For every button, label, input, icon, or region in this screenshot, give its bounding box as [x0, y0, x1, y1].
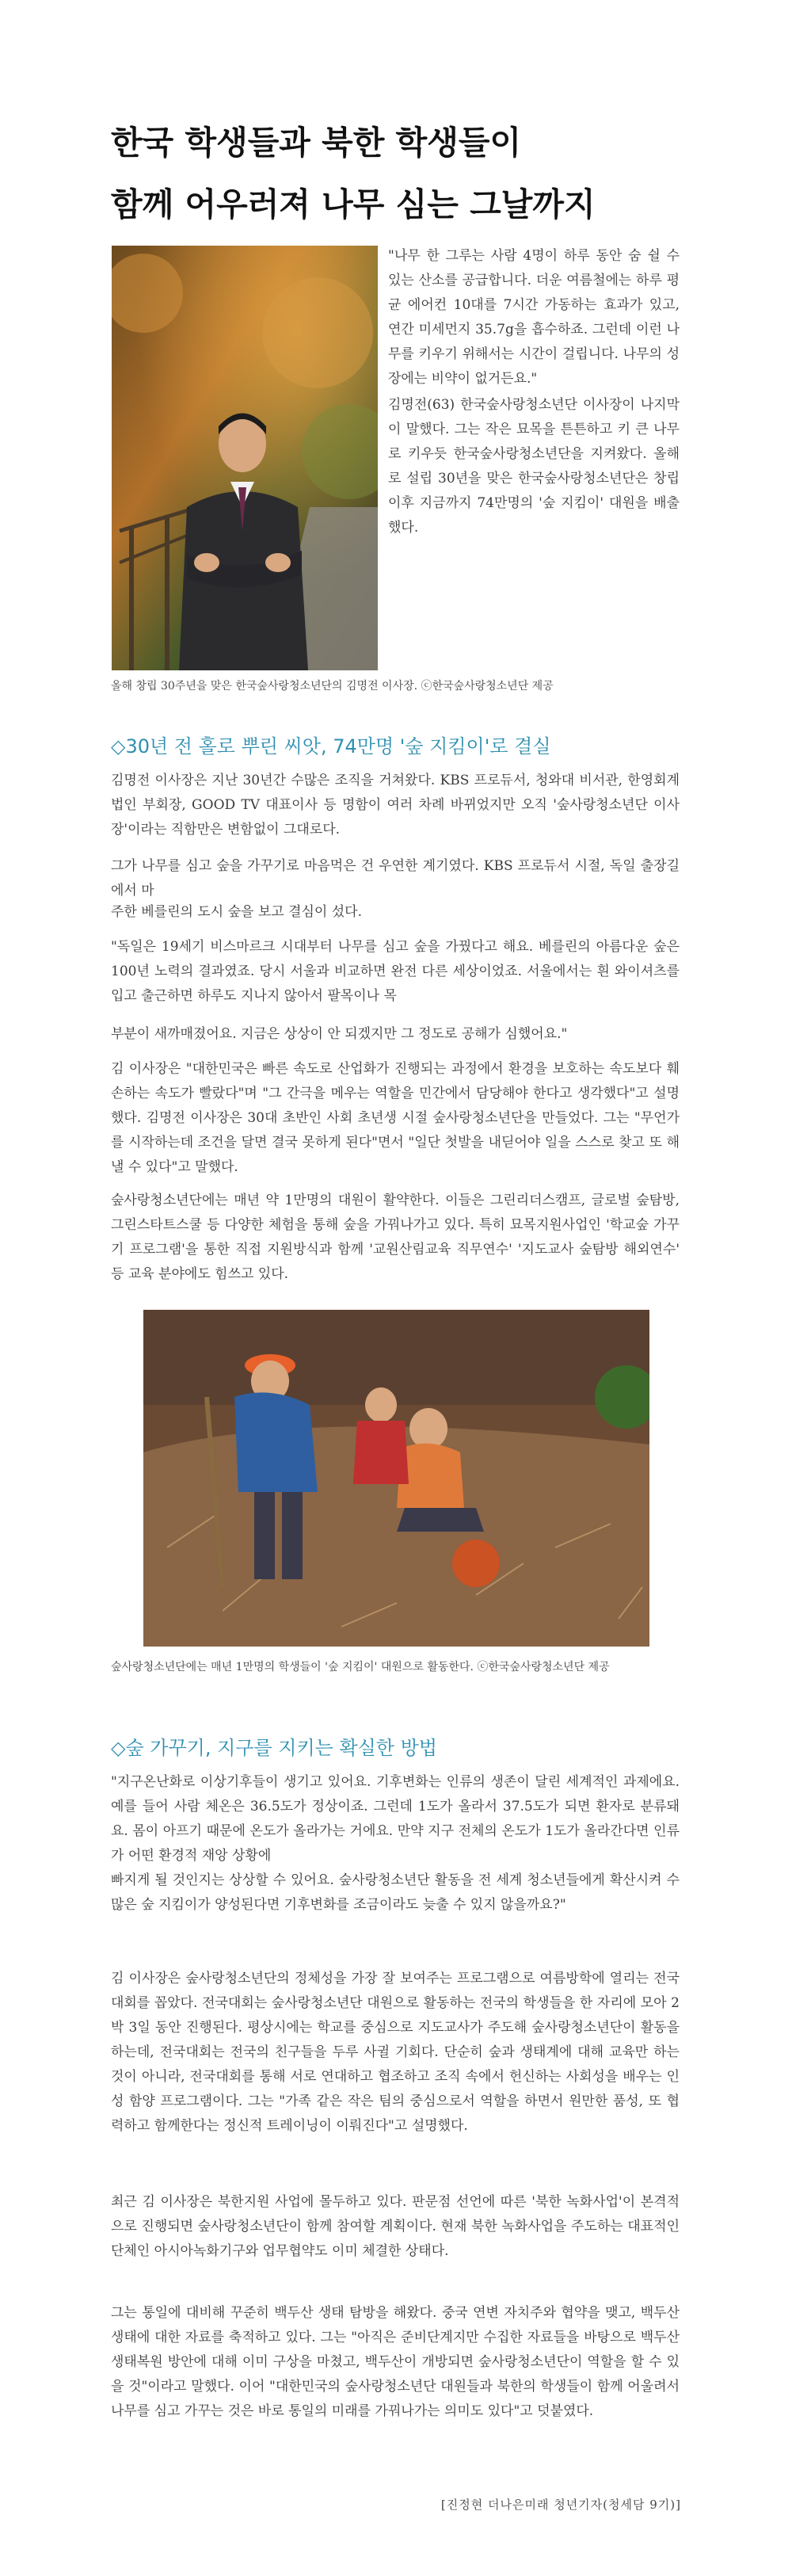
section2-paragraph: 김 이사장은 숲사랑청소년단의 정체성을 가장 잘 보여주는 프로그램으로 여름방학에 열리는 전국대회를 꼽았다. 전국대회는 숲사랑청소년단 대원으로 활동하는 전국의 학생들을 한 자리에 모아 2박 3일 동안 진행된다. 평상시에는 학교를 중심으로 지도교사가 주도해 숲사랑청소년단이 활동을 하는데, 전국대회는 전국의 친구들을 두루 사귈 기회다. 단순히 숲과 생태계에 대해 교육만 하는 것이 아니라, 전국대회를 통해 서로 연대하고 협조하고 조직 속에서 헌신하는 사회성을 배우는 인성 함양 프로그램이다. 그는 "가족 같은 작은 팀의 중심으로서 역할을 하면서 원만한 품성, 또 협력하고 함께한다는 정신적 트레이닝이 이뤄진다"고 설명했다. — [111, 1971, 680, 2134]
intro-quote: "나무 한 그루는 사람 4명이 하루 동안 숨 쉴 수 있는 산소를 공급합니다. 더운 여름철에는 하루 평균 에어컨 10대를 7시간 가동하는 효과가 있고, 연간 미세먼지 35.7g을 흡수하죠. 그런데 이런 나무를 키우기 위해서는 시간이 걸립니다. 나무의 성장에는 비약이 없거든요." — [388, 248, 680, 387]
section2-paragraph: 그는 통일에 대비해 꾸준히 백두산 생태 탐방을 해왔다. 중국 연변 자치주와 협약을 맺고, 백두산 생태에 대한 자료를 축적하고 있다. 그는 "아직은 준비단계지만 수집한 자료들을 바탕으로 백두산 생태복원 방안에 대해 이미 구상을 마쳤고, 백두산이 개방되면 숲사랑청소년단이 역할을 할 수 있을 것"이라고 말했다. 이어 "대한민국의 숲사랑청소년단 대원들과 북한의 학생들이 함께 어울려서 나무를 심고 가꾸는 것은 바로 통일의 미래를 가꿔나가는 의미도 있다"고 덧붙였다. — [111, 2305, 680, 2419]
section1-heading: ◇30년 전 홀로 뿌린 씨앗, 74만명 '숲 지킴이'로 결실 — [111, 735, 551, 758]
intro-paragraph: 김명전(63) 한국숲사랑청소년단 이사장이 나지막이 말했다. 그는 작은 묘목을 튼튼하고 키 큰 나무로 키우듯 한국숲사랑청소년단을 지켜왔다. 올해로 설립 30년을 맞은 한국숲사랑청소년단은 창립 이후 지금까지 74만명의 '숲 지킴이' 대원을 배출했다. — [388, 397, 680, 536]
section1-paragraph: 그가 나무를 심고 숲을 가꾸기로 마음먹은 건 우연한 계기였다. KBS 프로듀서 시절, 독일 출장길에서 마 — [111, 858, 680, 899]
photo1-caption: 올해 창립 30주년을 맞은 한국숲사랑청소년단의 김명전 이사장. ⓒ한국숲사랑청소년단 제공 — [111, 680, 554, 693]
section1-paragraph: 주한 베를린의 도시 숲을 보고 결심이 섰다. — [111, 904, 363, 920]
section1-paragraph: 부분이 새까매졌어요. 지금은 상상이 안 되겠지만 그 정도로 공해가 심했어요." — [111, 1026, 568, 1042]
section1-paragraph: 숲사랑청소년단에는 매년 약 1만명의 대원이 활약한다. 이들은 그린리더스캠프, 글로벌 숲탐방, 그린스타트스쿨 등 다양한 체험을 통해 숲을 가꿔나가고 있다. 특히 묘목지원사업인 '학교숲 가꾸기 프로그램'을 통한 직접 지원방식과 함께 '교원산림교육 직무연수' '지도교사 숲탐방 해외연수' 등 교육 분야에도 힘쓰고 있다. — [111, 1193, 680, 1282]
author-credit: [진정현 더나은미래 청년기자(청세담 9기)] — [440, 2498, 681, 2512]
section2-paragraph: 최근 김 이사장은 북한지원 사업에 몰두하고 있다. 판문점 선언에 따른 '북한 녹화사업'이 본격적으로 진행되면 숲사랑청소년단이 함께 참여할 계획이다. 현재 북한 녹화사업을 주도하는 대표적인 단체인 아시아녹화기구와 업무협약도 이미 체결한 상태다. — [111, 2194, 680, 2259]
tree-planting-photo — [143, 1310, 649, 1647]
photo2-caption: 숲사랑청소년단에는 매년 1만명의 학생들이 '숲 지킴이' 대원으로 활동한다. ⓒ한국숲사랑청소년단 제공 — [111, 1661, 610, 1673]
section2-heading: ◇숲 가꾸기, 지구를 지키는 확실한 방법 — [111, 1737, 437, 1759]
section2-paragraph: "지구온난화로 이상기후들이 생기고 있어요. 기후변화는 인류의 생존이 달린 세계적인 과제에요. 예를 들어 사람 체온은 36.5도가 정상이죠. 그런데 1도가 올라서 37.5도가 되면 환자로 분류돼요. 몸이 아프기 때문에 온도가 올라가는 거에요. 만약 지구 전체의 온도가 1도가 올라간다면 인류가 어떤 환경적 재앙 상황에 — [111, 1774, 680, 1864]
section1-paragraph: 김명전 이사장은 지난 30년간 수많은 조직을 거쳐왔다. KBS 프로듀서, 청와대 비서관, 한영회계법인 부회장, GOOD TV 대표이사 등 명함이 여러 차례 바뀌었지만 오직 '숲사랑청소년단 이사장'이라는 직함만은 변함없이 그대로다. — [111, 773, 680, 838]
section1-paragraph: 김 이사장은 "대한민국은 빠른 속도로 산업화가 진행되는 과정에서 환경을 보호하는 속도보다 훼손하는 속도가 빨랐다"며 "그 간극을 메우는 역할을 민간에서 담당해야 한다고 생각했다"고 설명했다. 김명전 이사장은 30대 초반인 사회 초년생 시절 숲사랑청소년단을 만들었다. 그는 "무언가를 시작하는데 조건을 달면 결국 못하게 된다"면서 "일단 첫발을 내딛어야 일을 스스로 찾고 또 해낼 수 있다"고 말했다. — [111, 1061, 680, 1175]
portrait-photo — [112, 246, 378, 670]
section2-paragraph: 빠지게 될 것인지는 상상할 수 있어요. 숲사랑청소년단 활동을 전 세계 청소년들에게 확산시켜 수많은 숲 지킴이가 양성된다면 기후변화를 조금이라도 늦출 수 있지 않을까요?" — [111, 1872, 680, 1913]
article-title-line1: 한국 학생들과 북한 학생들이 — [111, 124, 522, 162]
article-title-line2: 함께 어우러져 나무 심는 그날까지 — [111, 185, 596, 223]
section1-paragraph: "독일은 19세기 비스마르크 시대부터 나무를 심고 숲을 가꿨다고 해요. 베를린의 아름다운 숲은 100년 노력의 결과였죠. 당시 서울과 비교하면 완전 다른 세상이었죠. 서울에서는 흰 와이셔츠를 입고 출근하면 하루도 지나지 않아서 팔목이나 목 — [111, 939, 680, 1004]
